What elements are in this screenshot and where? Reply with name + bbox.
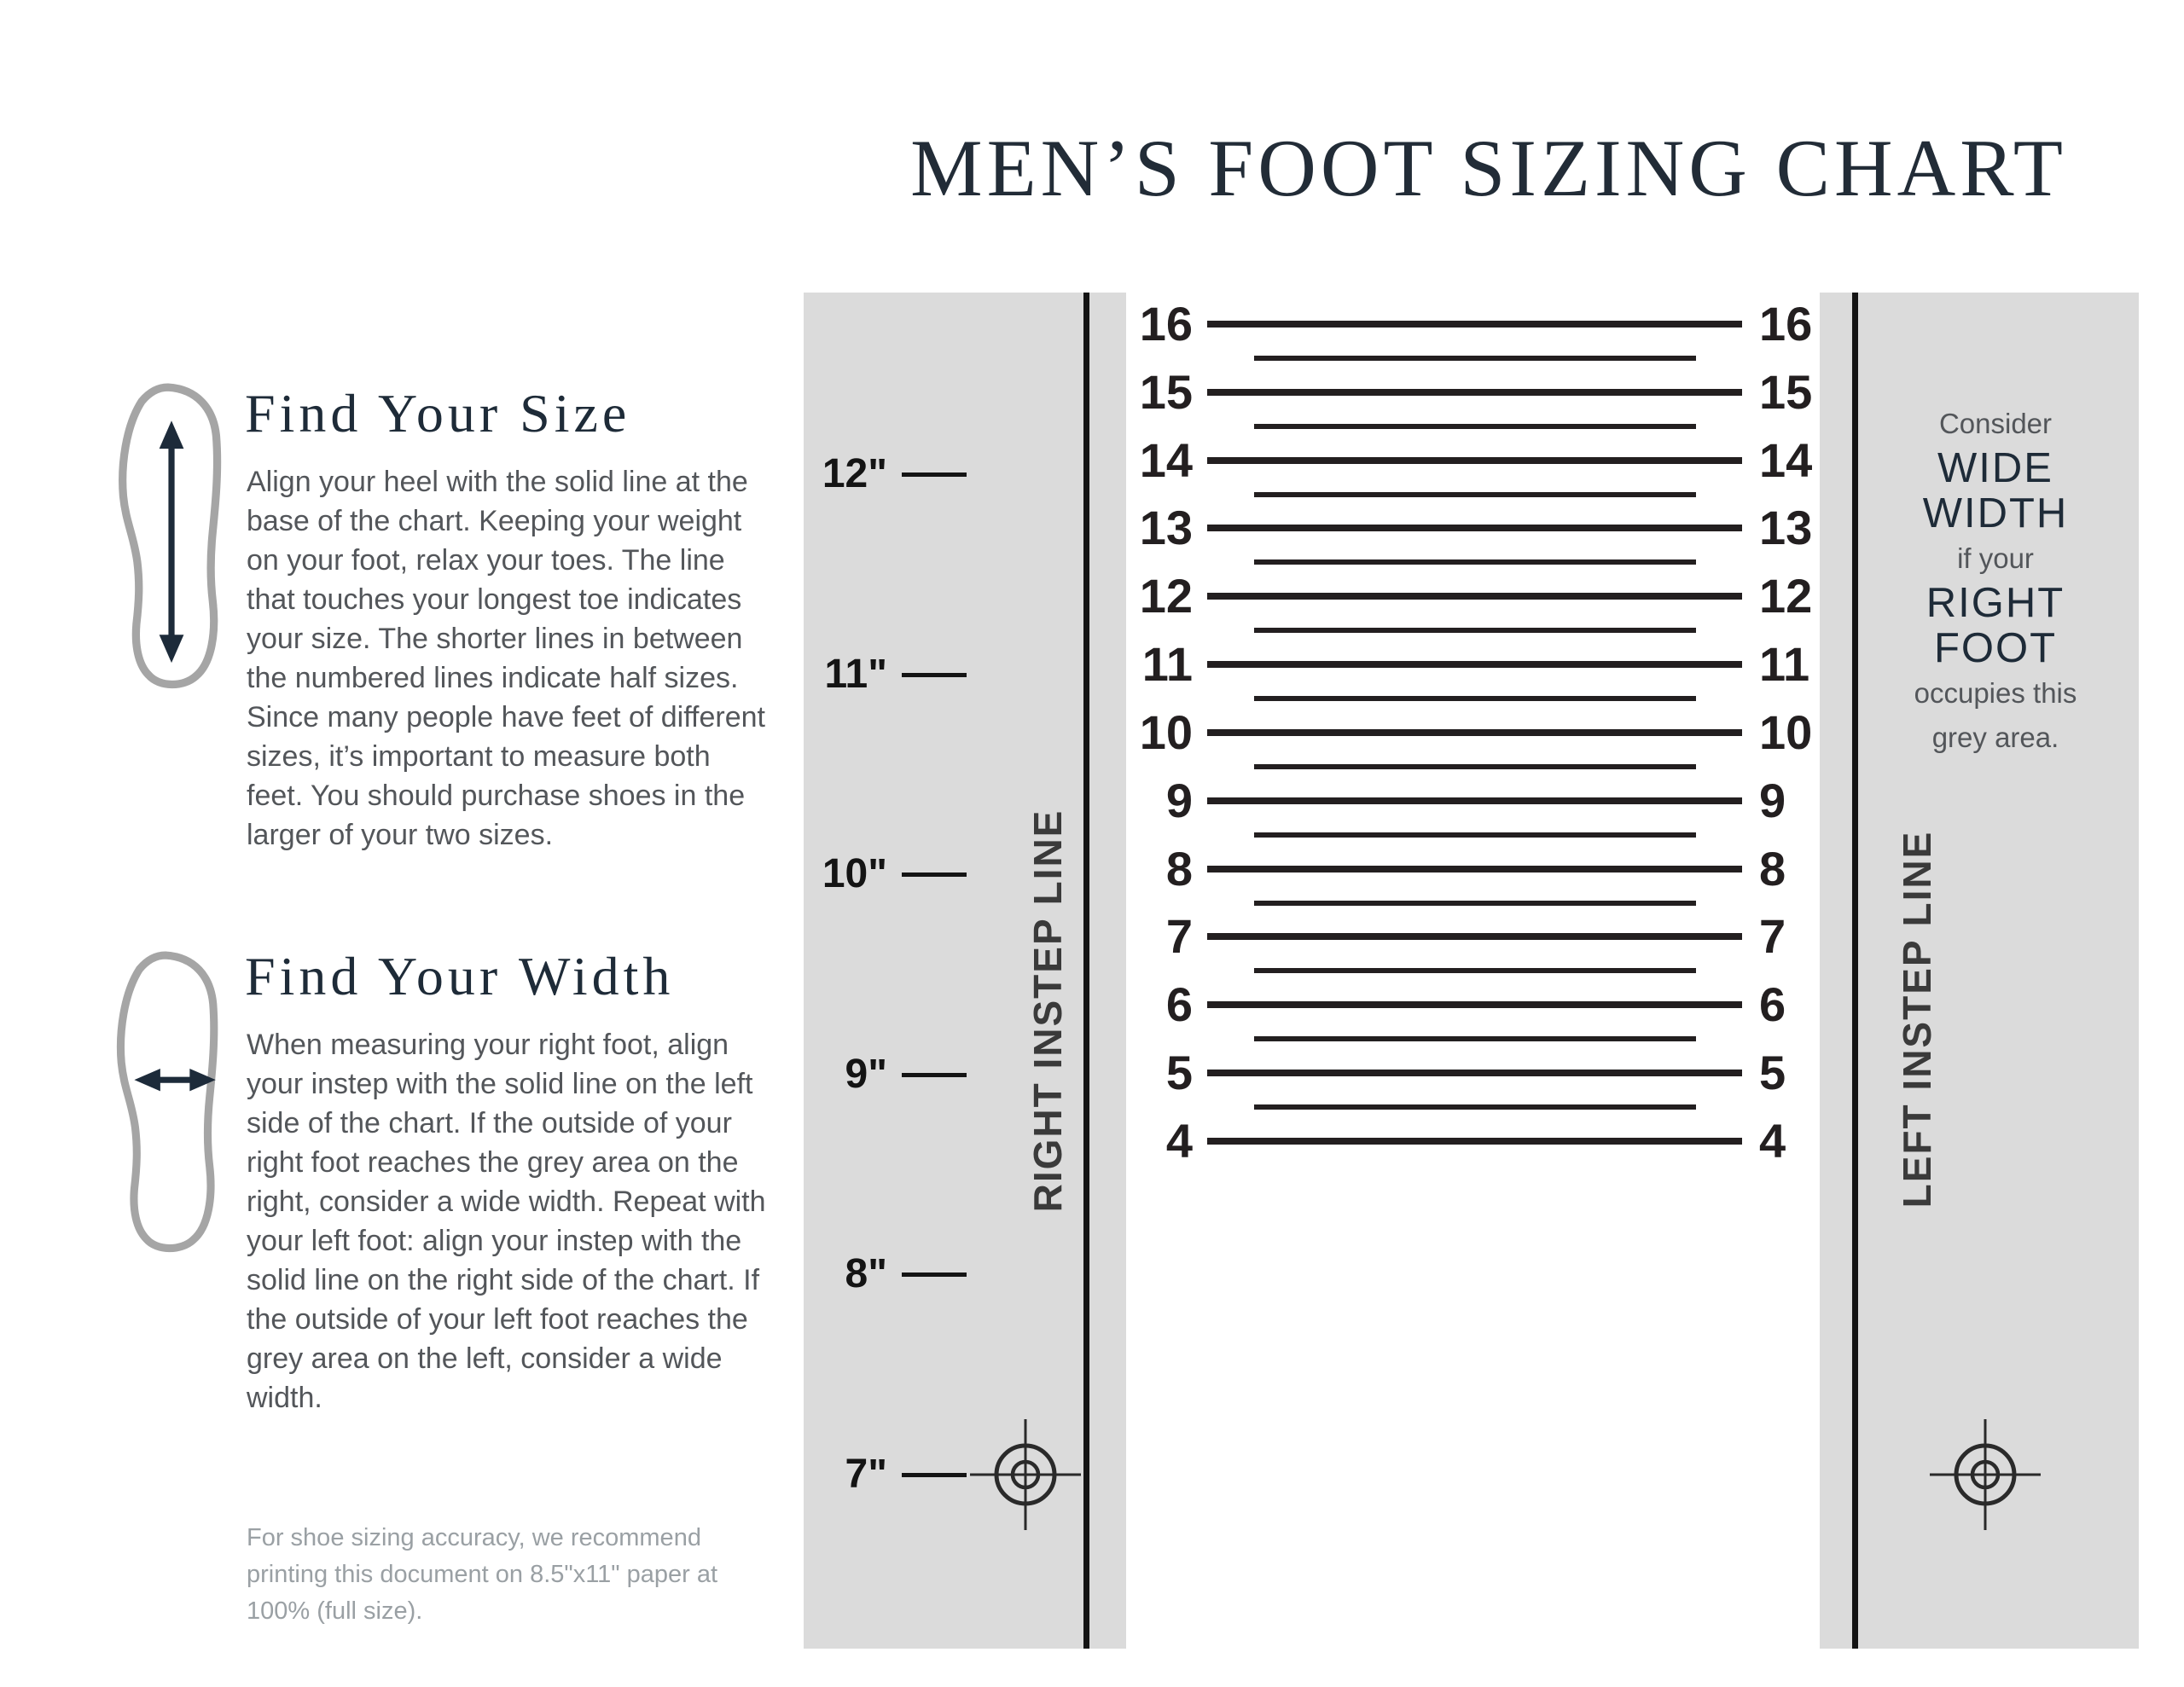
ruler-size-label-right-4: 4: [1759, 1114, 1786, 1168]
ruler-line-size-4: [1207, 1138, 1742, 1145]
wide-note-line: WIDTH: [1922, 490, 2069, 536]
ruler-line-size-15: [1207, 389, 1742, 396]
ruler-size-label-right-9: 9: [1759, 774, 1786, 827]
ruler-line-half-size: [1254, 832, 1696, 838]
page-title: MEN’S FOOT SIZING CHART: [910, 123, 2067, 213]
ruler-size-label-right-6: 6: [1759, 977, 1786, 1031]
ruler-line-size-9: [1207, 797, 1742, 804]
ruler-line-half-size: [1254, 968, 1696, 973]
ruler-line-size-14: [1207, 457, 1742, 464]
find-your-size-heading: Find Your Size: [245, 383, 631, 443]
ruler-size-label-left-13: 13: [1139, 501, 1193, 554]
ruler-size-label-right-15: 15: [1759, 365, 1813, 419]
inch-mark-label: 10": [822, 851, 887, 896]
wide-width-note: [1858, 402, 2133, 760]
ruler-line-size-10: [1207, 729, 1742, 736]
ruler-size-label-right-5: 5: [1759, 1046, 1786, 1099]
ruler-size-label-left-11: 11: [1141, 637, 1193, 691]
ruler-line-half-size: [1254, 559, 1696, 565]
ruler-size-label-left-8: 8: [1165, 842, 1193, 896]
ruler-line-half-size: [1254, 764, 1696, 769]
ruler-line-size-5: [1207, 1070, 1742, 1076]
wide-note-line: RIGHT: [1926, 580, 2065, 626]
print-accuracy-note: For shoe sizing accuracy, we recommend printing this document on 8.5"x11" paper at 100% (full size).: [247, 1524, 718, 1625]
wide-note-line: FOOT: [1933, 625, 2058, 671]
ruler-size-label-right-13: 13: [1759, 501, 1813, 554]
ruler-size-label-left-9: 9: [1165, 774, 1193, 827]
find-your-size-text: Align your heel with the solid line at the base of the chart. Keeping your weight on your foot, relax your toes. The line that touches your longest toe indicates your size. The shorter lines in between the numbered lines indicate half sizes. Since many people have feet of different sizes, it’s important to measure both feet. You should purchase shoes in the larger of your two sizes.: [247, 466, 765, 851]
find-your-width-heading: Find Your Width: [245, 946, 675, 1006]
ruler-size-label-right-14: 14: [1759, 433, 1813, 487]
ruler-line-half-size: [1254, 356, 1696, 361]
ruler-line-size-12: [1207, 593, 1742, 600]
ruler-size-label-left-10: 10: [1139, 705, 1193, 759]
ruler-size-label-left-4: 4: [1165, 1114, 1193, 1168]
ruler-line-size-7: [1207, 933, 1742, 940]
ruler-line-size-11: [1207, 661, 1742, 668]
ruler-size-label-right-10: 10: [1759, 705, 1813, 759]
ruler-line-half-size: [1254, 696, 1696, 701]
ruler-size-label-right-11: 11: [1759, 637, 1810, 691]
registration-mark-icon: [1921, 1411, 2049, 1539]
inch-mark-label: 9": [845, 1052, 887, 1097]
ruler-line-size-16: [1207, 321, 1742, 328]
left-instep-solid-line: [1852, 293, 1858, 1649]
ruler-size-label-right-16: 16: [1759, 297, 1813, 351]
wide-note-line: Consider: [1938, 408, 2053, 439]
wide-note-line: grey area.: [1931, 722, 2059, 753]
ruler-size-label-left-7: 7: [1165, 909, 1193, 963]
wide-note-line: WIDE: [1937, 445, 2053, 491]
ruler-line-half-size: [1254, 424, 1696, 429]
left-instep-column: [1820, 293, 2139, 1649]
ruler-size-label-left-14: 14: [1139, 433, 1193, 487]
ruler-line-half-size: [1254, 1104, 1696, 1110]
inch-mark-label: 8": [845, 1251, 887, 1296]
ruler-size-label-left-16: 16: [1139, 297, 1193, 351]
wide-note-line: if your: [1957, 542, 2034, 574]
inch-mark-label: 12": [822, 451, 887, 496]
find-your-width-text: When measuring your right foot, align your instep with the solid line on the left side of the chart. If the outside of your right foot reaches the grey area on the right, consider a wide width. Repeat with your left foot: align your instep with the solid line on the right side of the chart. If the outside of your left foot reaches the grey area on the left, consider a wide width.: [247, 1029, 766, 1414]
ruler-size-label-right-12: 12: [1759, 569, 1813, 623]
ruler-line-half-size: [1254, 1036, 1696, 1041]
ruler-size-label-right-7: 7: [1759, 909, 1786, 963]
ruler-size-label-left-5: 5: [1165, 1046, 1193, 1099]
ruler-line-size-13: [1207, 525, 1742, 531]
ruler-line-size-8: [1207, 866, 1742, 872]
ruler-line-size-6: [1207, 1001, 1742, 1008]
ruler-size-label-right-8: 8: [1759, 842, 1786, 896]
ruler-size-label-left-12: 12: [1139, 569, 1193, 623]
inch-mark-label: 7": [845, 1452, 887, 1497]
ruler-size-label-left-6: 6: [1165, 977, 1193, 1031]
right-instep-label: RIGHT INSTEP LINE: [1025, 809, 1070, 1213]
inch-mark-label: 11": [824, 652, 887, 697]
ruler-size-label-left-15: 15: [1139, 365, 1193, 419]
ruler-line-half-size: [1254, 901, 1696, 906]
ruler-line-half-size: [1254, 492, 1696, 497]
ruler-line-half-size: [1254, 628, 1696, 633]
wide-note-line: occupies this: [1914, 677, 2077, 709]
left-instep-label: LEFT INSTEP LINE: [1895, 830, 1939, 1209]
